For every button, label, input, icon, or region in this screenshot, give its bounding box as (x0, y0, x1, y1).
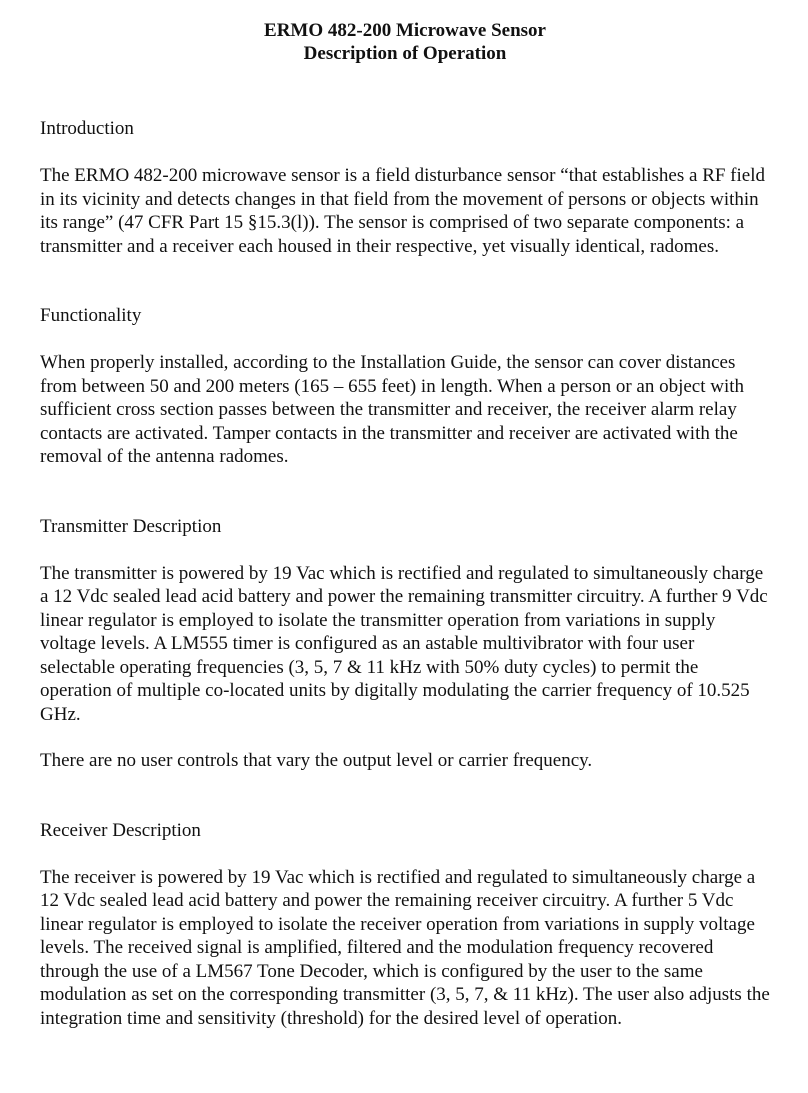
document-title (40, 0, 770, 65)
paragraph-transmitter-operation: The transmitter is powered by 19 Vac which is rectified and regulated to simultaneously charge a 12 Vdc sealed lead acid battery and power the remaining transmitter circuitry. A further 9 Vdc linear regulator is employed to isolate the transmitter operation from variations in supply voltage levels. A LM555 timer is configured as an astable multivibrator with four user selectable operating frequencies (3, 5, 7 & 11 kHz with 50% duty cycles) to permit the operation of multiple co-located units by digitally modulating the carrier frequency of 10.525 GHz. (40, 562, 768, 725)
paragraph-transmitter-controls: There are no user controls that vary the output level or carrier frequency. (40, 750, 593, 771)
heading-transmitter-description: Transmitter Description (40, 515, 222, 537)
title-line-2: Description of Operation (303, 43, 507, 64)
document-page (40, 0, 770, 1030)
heading-introduction: Introduction (40, 118, 134, 139)
heading-functionality: Functionality (40, 305, 142, 326)
paragraph-introduction: The ERMO 482-200 microwave sensor is a field disturbance sensor “that establishes a RF field in its vicinity and detects changes in that field from the movement of persons or objects within its range” (47 CFR Part 15 §15.3(l)). The sensor is comprised of two separate components: a transmitter and a receiver each housed in their respective, yet visually identical, radomes. (40, 165, 765, 257)
paragraph-receiver: The receiver is powered by 19 Vac which is rectified and regulated to simultaneously charge a 12 Vdc sealed lead acid battery and power the remaining receiver circuitry. A further 5 Vdc linear regulator is employed to isolate the receiver operation from variations in supply voltage levels. The received signal is amplified, filtered and the modulation frequency recovered through the use of a LM567 Tone Decoder, which is configured by the user to the same modulation as set on the corresponding transmitter (3, 5, 7, & 11 kHz). The user also adjusts the integration time and sensitivity (threshold) for the desired level of operation. (40, 866, 770, 1029)
paragraph-functionality: When properly installed, according to the Installation Guide, the sensor can cover distances from between 50 and 200 meters (165 – 655 feet) in length. When a person or an object with sufficient cross section passes between the transmitter and receiver, the receiver alarm relay contacts are activated. Tamper contacts in the transmitter and receiver are activated with the removal of the antenna radomes. (40, 352, 745, 467)
heading-receiver-description: Receiver Description (40, 819, 201, 841)
title-line-1: ERMO 482-200 Microwave Sensor (264, 20, 546, 41)
